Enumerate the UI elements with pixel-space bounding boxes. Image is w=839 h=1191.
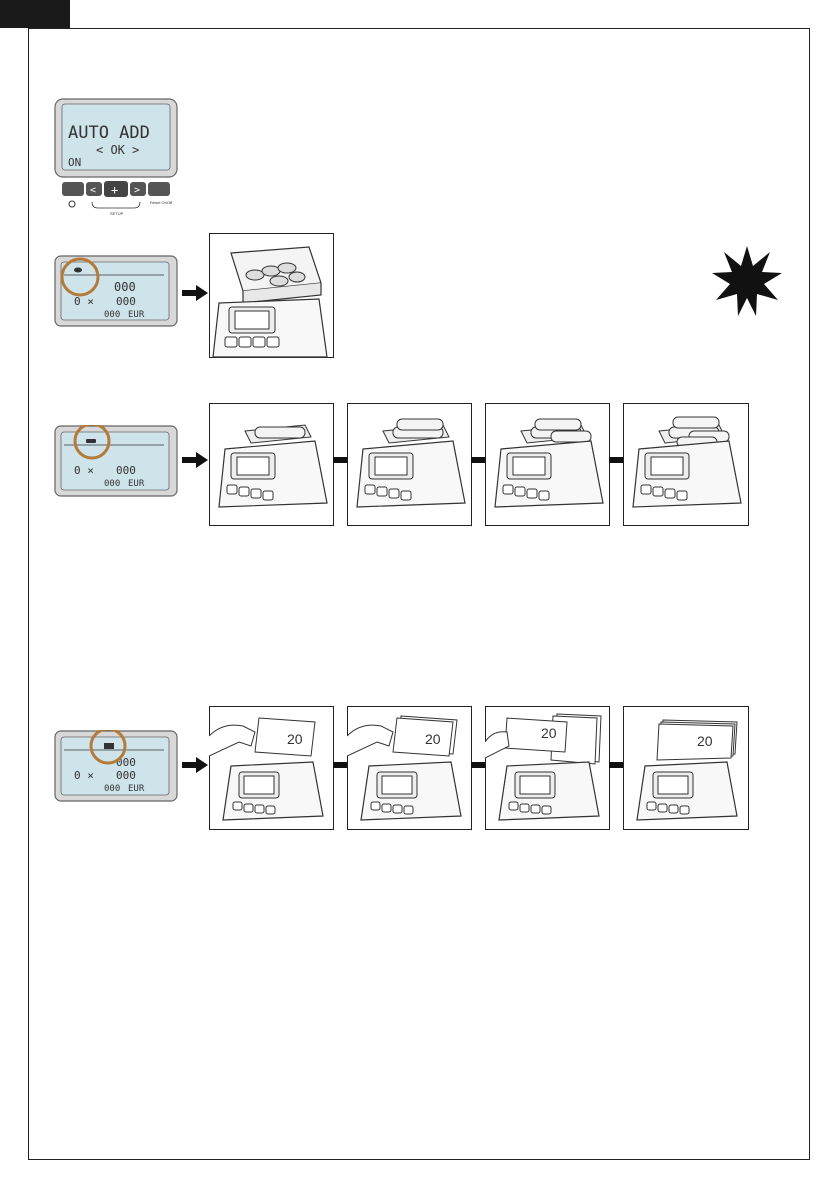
right-button[interactable] — [130, 182, 146, 196]
lcd-line2: < OK > — [96, 143, 140, 157]
illustration-note-step-3 — [485, 706, 610, 830]
setup-bracket — [92, 202, 140, 208]
illustration-note-step-2 — [347, 706, 472, 830]
note-mode-icon — [104, 743, 114, 749]
lcd-qty: 0 × — [74, 464, 94, 477]
left-button[interactable] — [86, 182, 102, 196]
lcd-mid: 000 — [116, 464, 136, 477]
lcd-unit: EUR — [128, 310, 145, 320]
plus-button[interactable] — [104, 181, 128, 197]
lcd-panel-auto-add — [54, 98, 184, 216]
lcd-unit: EUR — [128, 479, 145, 489]
arrow-icon — [182, 452, 208, 468]
banknote-value: 20 — [697, 733, 713, 749]
lcd-amount: 000 — [104, 310, 121, 320]
page-number-tab — [0, 0, 70, 28]
left-button-label: < — [90, 185, 97, 196]
coin-mode-icon — [74, 268, 82, 273]
arrow-icon — [182, 285, 208, 301]
plus-button-label: + — [111, 183, 119, 197]
starburst-icon — [712, 246, 782, 316]
illustration-roll-step-4 — [623, 403, 749, 526]
lcd-qty: 0 × — [74, 295, 94, 308]
lcd-panel-notes — [54, 730, 180, 804]
illustration-roll-step-1 — [209, 403, 334, 526]
reset-label: Reset OnOff — [150, 200, 173, 205]
lcd-line3: ON — [68, 156, 82, 169]
lcd-unit: EUR — [128, 784, 145, 794]
illustration-roll-step-3 — [485, 403, 610, 526]
banknote-value: 20 — [541, 725, 557, 741]
right-button-label: > — [134, 185, 141, 196]
power-icon — [69, 201, 75, 207]
lcd-amount: 000 — [104, 479, 121, 489]
illustration-coin-tray — [209, 233, 334, 358]
lcd-panel-coins — [54, 255, 180, 329]
lcd-mid: 000 — [116, 769, 136, 782]
lcd-amount: 000 — [104, 784, 121, 794]
lcd-panel-rolls — [54, 425, 180, 499]
banknote-value: 20 — [287, 731, 303, 747]
arrow-icon — [182, 757, 208, 773]
lcd-mid: 000 — [116, 295, 136, 308]
illustration-note-step-1 — [209, 706, 334, 830]
lcd-line1: AUTO ADD — [68, 123, 150, 143]
setup-label: SETUP — [110, 211, 124, 216]
power-button[interactable] — [62, 182, 84, 196]
lcd-qty: 0 × — [74, 769, 94, 782]
reset-button[interactable] — [148, 182, 170, 196]
lcd-top-value: 000 — [114, 280, 136, 294]
illustration-roll-step-2 — [347, 403, 472, 526]
lcd-top-value: 000 — [116, 756, 136, 769]
roll-mode-icon — [86, 439, 96, 443]
banknote-value: 20 — [425, 731, 441, 747]
illustration-note-step-4 — [623, 706, 749, 830]
